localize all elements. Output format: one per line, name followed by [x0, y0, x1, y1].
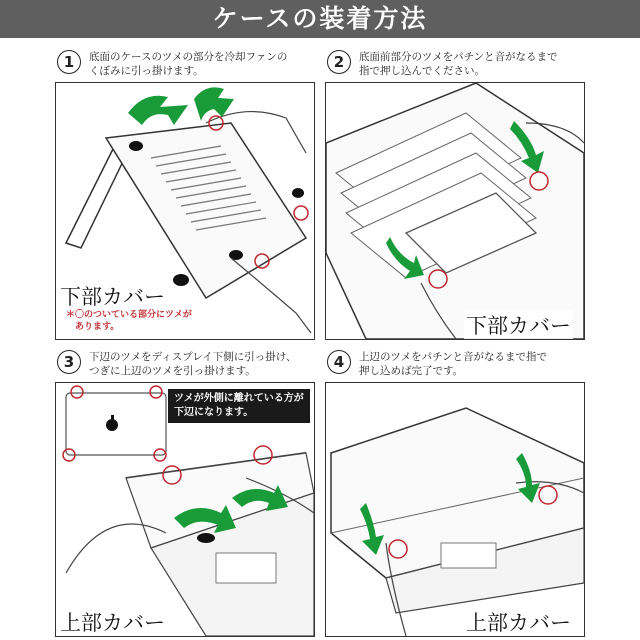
step-2-text: 底面前部分のツメをパチンと音がなるまで 指で押し込んでください。: [359, 51, 558, 77]
step-3-header: [57, 350, 296, 378]
step-2-header: [327, 50, 558, 78]
step-2-illustration: [325, 82, 585, 340]
step-1-illustration: [55, 82, 315, 340]
page-title: ケースの装着方法: [0, 0, 640, 38]
step-4-label: 上部カバー: [464, 607, 573, 637]
step-1-note: ＊〇のついている部分にツメが あります。: [66, 310, 192, 332]
step-2-number: 2: [327, 50, 351, 74]
step-3-callout: ツメが外側に離れている方が 下辺になります。: [168, 389, 310, 423]
step-3-text: 下辺のツメをディスプレイ下側に引っ掛け、 つぎに上辺のツメを引っ掛けます。: [89, 351, 297, 377]
laptop-keyboard-illustration: [326, 83, 584, 339]
step-1-label: 下部カバー: [58, 281, 167, 311]
step-4-number: 4: [327, 350, 351, 374]
step-4-text: 上辺のツメをパチンと音がなるまで指で 押し込めば完了です。: [359, 351, 548, 377]
step-1-text: 底面のケースのツメの部分を冷却ファンの くぼみに引っ掛けます。: [89, 51, 288, 77]
step-3-number: 3: [57, 350, 81, 374]
step-2-label: 下部カバー: [464, 310, 573, 340]
step-1-number: 1: [57, 50, 81, 74]
step-4-header: [327, 350, 547, 378]
laptop-closed-illustration: [326, 383, 584, 636]
step-3-label: 上部カバー: [58, 607, 167, 637]
step-1-header: [57, 50, 287, 78]
step-4-illustration: [325, 382, 585, 637]
step-3-illustration: [55, 382, 315, 637]
